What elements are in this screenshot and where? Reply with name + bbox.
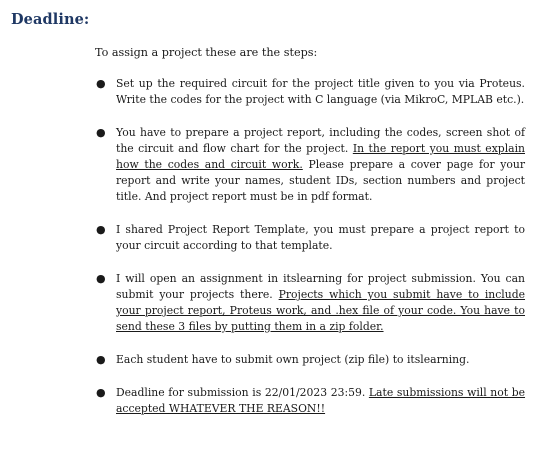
step-text: Set up the required circuit for the project title given to you via Proteus. Write the codes for the project with C language (via MikroC, MPLAB etc.).	[116, 77, 525, 106]
list-item	[95, 222, 525, 254]
step-text-underlined: In the report you must explain how the codes and circuit work.	[116, 142, 525, 171]
bullet-icon: ●	[96, 126, 106, 139]
step-text: I shared Project Report Template, you must prepare a project report to your circuit according to that template.	[116, 223, 525, 252]
step-text: Please prepare a cover page for your report and write your names, student IDs, section numbers and project title. And project report must be in pdf format.	[116, 158, 525, 203]
bullet-icon: ●	[96, 223, 106, 236]
list-item	[95, 385, 525, 417]
page-heading: Deadline:	[11, 11, 90, 28]
bullet-icon: ●	[96, 353, 106, 366]
list-item	[95, 271, 525, 335]
step-text: You have to prepare a project report, including the codes, screen shot of the circuit and flow chart for the project.	[116, 126, 525, 155]
bullet-icon: ●	[96, 77, 106, 90]
list-item	[95, 125, 525, 205]
bullet-icon: ●	[96, 386, 106, 399]
list-item	[95, 76, 525, 108]
step-text: I will open an assignment in itslearning for project submission. You can submit your projects there.	[116, 272, 525, 301]
bullet-icon: ●	[96, 272, 106, 285]
steps-list	[95, 76, 525, 434]
step-text: Deadline for submission is 22/01/2023 23:59.	[116, 386, 369, 399]
step-text: Each student have to submit own project (zip file) to itslearning.	[116, 353, 470, 366]
step-text-underlined: Late submissions will not be accepted WHATEVER THE REASON!!	[116, 386, 526, 415]
intro-text: To assign a project these are the steps:	[95, 46, 318, 59]
step-text-underlined: Projects which you submit have to include your project report, Proteus work, and .hex file of your code. You have to send these 3 files by putting them in a zip folder.	[116, 288, 526, 333]
list-item	[95, 352, 525, 368]
